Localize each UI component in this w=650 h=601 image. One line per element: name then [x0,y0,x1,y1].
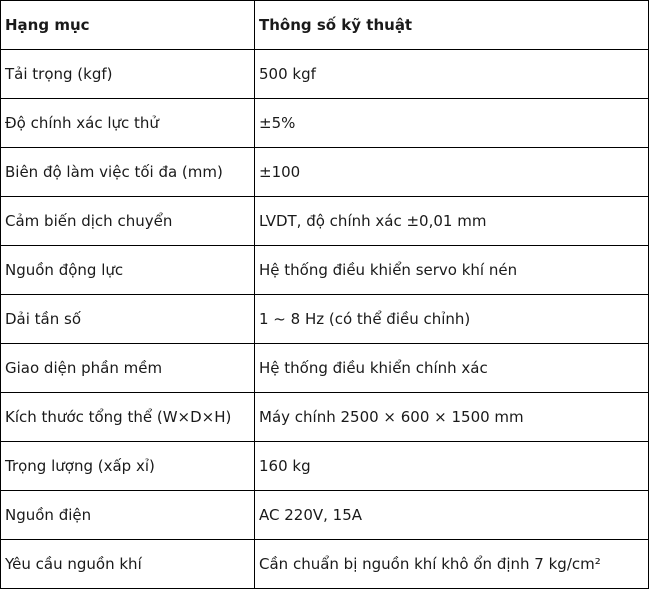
table-row [1,148,649,197]
row-spec-value: LVDT, độ chính xác ±0,01 mm [255,197,649,246]
header-item: Hạng mục [1,1,255,50]
table-row [1,295,649,344]
table-row [1,50,649,99]
row-item-label: Biên độ làm việc tối đa (mm) [1,148,255,197]
row-spec-value: 500 kgf [255,50,649,99]
row-item-label: Dải tần số [1,295,255,344]
table-row [1,491,649,540]
row-item-label: Kích thước tổng thể (W×D×H) [1,393,255,442]
table-row [1,442,649,491]
row-spec-value: 160 kg [255,442,649,491]
row-item-label: Tải trọng (kgf) [1,50,255,99]
row-spec-value: 1 ~ 8 Hz (có thể điều chỉnh) [255,295,649,344]
row-item-label: Yêu cầu nguồn khí [1,540,255,589]
table-row [1,393,649,442]
row-spec-value: Hệ thống điều khiển chính xác [255,344,649,393]
row-spec-value: Máy chính 2500 × 600 × 1500 mm [255,393,649,442]
table-row [1,246,649,295]
table-row [1,197,649,246]
table-row [1,99,649,148]
header-row [1,1,649,50]
row-spec-value: Hệ thống điều khiển servo khí nén [255,246,649,295]
row-item-label: Nguồn điện [1,491,255,540]
row-item-label: Giao diện phần mềm [1,344,255,393]
row-spec-value: ±100 [255,148,649,197]
row-item-label: Độ chính xác lực thử [1,99,255,148]
row-item-label: Trọng lượng (xấp xỉ) [1,442,255,491]
table-row [1,540,649,589]
row-item-label: Cảm biến dịch chuyển [1,197,255,246]
row-item-label: Nguồn động lực [1,246,255,295]
header-spec: Thông số kỹ thuật [255,1,649,50]
row-spec-value: AC 220V, 15A [255,491,649,540]
table-row [1,344,649,393]
row-spec-value: ±5% [255,99,649,148]
spec-table-header [1,1,649,50]
row-spec-value: Cần chuẩn bị nguồn khí khô ổn định 7 kg/cm² [255,540,649,589]
spec-table-body [1,50,649,589]
